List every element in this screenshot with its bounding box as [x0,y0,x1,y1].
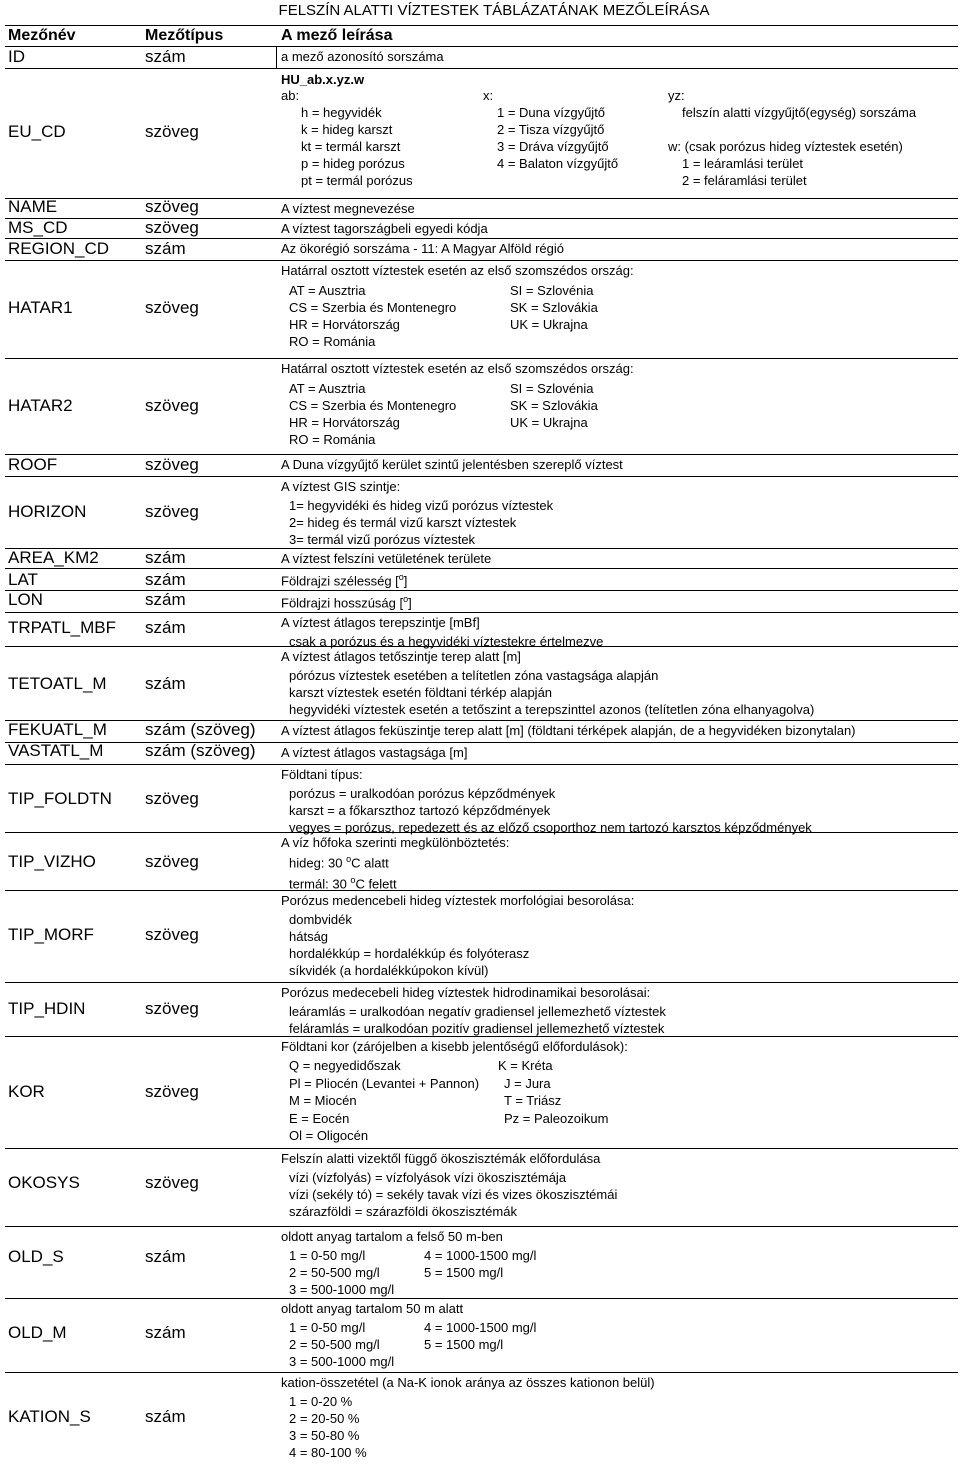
desc-item: feláramlás = uralkodóan pozitív gradiensel jellemezhető víztestek [289,1021,665,1036]
desc-item: 1= hegyvidéki és hideg vizű porózus víztestek [289,498,554,513]
field-desc: Porózus medecebeli hideg víztestek hidrodinamikai besorolásai: [281,985,651,1000]
desc-item: szárazföldi = szárazföldi ökoszisztémák [289,1204,517,1219]
field-name: KOR [8,1082,45,1101]
field-desc: Porózus medencebeli hideg víztestek morfológiai besorolása: [281,893,635,908]
field-type: szöveg [145,197,199,216]
page-title: FELSZÍN ALATTI VÍZTESTEK TÁBLÁZATÁNAK MEZŐLEÍRÁSA [278,2,710,19]
field-desc: A víztest tagországbeli egyedi kódja [281,221,488,236]
row-divider [5,1372,958,1373]
field-name: NAME [8,197,58,216]
range-item: 2 = 50-500 mg/l [289,1337,380,1352]
field-desc: a mező azonosító sorszáma [281,49,444,64]
country-item: SI = Szlovénia [510,283,594,298]
field-desc: Az ökorégió sorszáma - 11: A Magyar Alföld régió [281,241,565,256]
field-type: szám [145,1247,186,1266]
field-desc: A víztest átlagos tetőszintje terep alatt [m] [281,649,521,664]
field-desc: A víztest átlagos terepszintje [mBf] [281,615,480,630]
range-item: 5 = 1500 mg/l [424,1337,504,1352]
field-name: HORIZON [8,502,87,521]
desc-item: porózus = uralkodóan porózus képződmények [289,786,556,801]
age-item: Q = negyedidőszak [289,1058,401,1073]
eu-yz-desc: felszín alatti vízgyűjtő(egység) sorszáma [682,105,917,120]
eu-ab-item: p = hideg porózus [301,156,405,171]
field-type: szöveg [145,1173,199,1192]
temp-item: hideg: 30 $^o$C alatt [289,854,389,871]
range-item: 1 = 0-50 mg/l [289,1248,366,1263]
desc-item: hátság [289,929,329,944]
field-type: szöveg [145,925,199,944]
table-header [5,26,958,46]
country-item: AT = Ausztria [289,283,366,298]
row-divider [5,568,958,569]
row-divider [5,890,958,891]
field-desc: A víztest felszíni vetületének területe [281,551,492,566]
field-name: LAT [8,570,38,589]
age-item: T = Triász [504,1093,562,1108]
field-name: TIP_VIZHO [8,852,96,871]
field-name: OKOSYS [8,1173,80,1192]
column-divider [276,46,277,68]
field-type: szöveg [145,218,199,237]
eu-ab-head: ab: [281,88,300,103]
field-type: szöveg [145,1082,199,1101]
range-item: 4 = 1000-1500 mg/l [424,1320,537,1335]
eu-w-item: 1 = leáramlási terület [682,156,804,171]
age-item: E = Eocén [289,1110,350,1126]
field-name: ROOF [8,455,58,474]
field-desc: Határral osztott víztestek esetén az első szomszédos ország: [281,263,634,278]
desc-item: pórózus víztestek esetében a telítetlen zóna vastagsága alapján [289,668,659,683]
desc-item: vízi (vízfolyás) = vízfolyások vízi ökoszisztémája [289,1170,567,1185]
eu-x-item: 2 = Tisza vízgyűjtő [497,122,605,137]
field-name: HATAR2 [8,396,73,415]
table-top-border [5,25,958,26]
row-divider [5,68,958,69]
desc-item: 3= termál vizű porózus víztestek [289,532,476,547]
field-type: szám [145,590,186,609]
field-name: ID [8,47,25,66]
country-item: RO = Románia [289,432,376,447]
eu-ab-item: h = hegyvidék [301,105,382,120]
eu-w-item: 2 = feláramlási terület [682,173,807,188]
desc-item: 1 = 0-20 % [289,1394,353,1409]
row-divider [5,1298,958,1299]
range-item: 1 = 0-50 mg/l [289,1320,366,1335]
field-desc: Határral osztott víztestek esetén az első szomszédos ország: [281,361,634,376]
row-divider [5,764,958,765]
field-type: szöveg [145,852,199,871]
field-desc: Felszín alatti vizektől függő ökoszisztémák előfordulása [281,1151,601,1166]
header-field-desc: A mező leírása [281,27,393,44]
desc-item: dombvidék [289,912,352,927]
field-type: szám [145,1323,186,1342]
field-type: szöveg [145,298,199,317]
field-type: szöveg [145,999,199,1018]
field-name: MS_CD [8,218,68,237]
age-item: M = Miocén [289,1093,357,1108]
field-name: FEKUATL_M [8,720,107,739]
field-desc: Földrajzi szélesség [$^o$] [281,572,408,589]
eu-w-head: w: (csak porózus hideg víztestek esetén) [668,139,903,154]
country-item: SK = Szlovákia [510,398,598,413]
row-divider [5,1148,958,1149]
eu-ab-item: kt = termál karszt [301,139,401,154]
row-divider [5,1226,958,1227]
desc-item: hegyvidéki víztestek esetén a tetőszint a terepszinttel azonos (telítetlen zóna elhanyagolva) [289,702,815,717]
field-name: VASTATL_M [8,741,104,760]
desc-item: 4 = 80-100 % [289,1445,367,1460]
field-type: szám [145,674,186,693]
header-field-name: Mezőnév [8,27,76,44]
eu-yz-head: yz: [668,88,685,103]
field-name: OLD_S [8,1247,64,1266]
field-desc: oldott anyag tartalom a felső 50 m-ben [281,1229,503,1244]
range-item: 3 = 500-1000 mg/l [289,1354,395,1369]
range-item: 3 = 500-1000 mg/l [289,1282,395,1297]
row-divider [5,358,958,359]
field-type: szöveg [145,455,199,474]
temp-item: termál: 30 $^o$C felett [289,875,397,892]
country-item: CS = Szerbia és Montenegro [289,398,457,413]
field-name: TRPATL_MBF [8,618,116,637]
eu-x-item: 1 = Duna vízgyűjtő [497,105,606,120]
field-desc: A víztest átlagos feküszintje terep alatt [m] (földtani térképek alapján, de a hegyvidéken bizonytalan) [281,723,856,738]
age-item: Pl = Pliocén (Levantei + Pannon) [289,1075,480,1091]
field-type: szám (szöveg) [145,741,256,760]
field-name: TIP_FOLDTN [8,789,112,808]
desc-item: csak a porózus és a hegyvidéki víztestekre értelmezve [289,634,604,649]
row-divider [5,476,958,477]
field-name: LON [8,590,43,609]
age-item: J = Jura [504,1075,551,1091]
country-item: CS = Szerbia és Montenegro [289,300,457,315]
eu-ab-item: pt = termál porózus [301,173,413,188]
field-desc: Földtani típus: [281,767,363,782]
field-name: KATION_S [8,1407,91,1426]
desc-item: leáramlás = uralkodóan negatív gradiensel jellemezhető víztestek [289,1004,666,1019]
row-divider [5,260,958,261]
field-name: HATAR1 [8,298,73,317]
field-type: szöveg [145,396,199,415]
desc-item: síkvidék (a hordalékkúpokon kívül) [289,963,489,978]
field-desc: A Duna vízgyűjtő kerület szintű jelentésben szereplő víztest [281,457,623,472]
country-item: UK = Ukrajna [510,317,588,332]
range-item: 4 = 1000-1500 mg/l [424,1248,537,1263]
country-item: SK = Szlovákia [510,300,598,315]
field-type: szám [145,548,186,567]
row-divider [5,612,958,613]
field-desc: A víztest átlagos vastagsága [m] [281,745,468,760]
field-type: szám [145,618,186,637]
field-desc: Földrajzi hosszúság [$^o$] [281,594,412,611]
eu-ab-item: k = hideg karszt [301,122,393,137]
desc-item: 3 = 50-80 % [289,1428,360,1443]
field-name: TETOATL_M [8,674,107,693]
field-desc: oldott anyag tartalom 50 m alatt [281,1301,464,1316]
age-item: K = Kréta [498,1058,553,1073]
field-name: REGION_CD [8,239,110,258]
field-desc: A víztest megnevezése [281,201,415,216]
desc-item: hordalékkúp = hordalékkúp és folyóterasz [289,946,530,961]
field-type: szöveg [145,122,199,141]
field-type: szám (szöveg) [145,720,256,739]
row-divider [5,1036,958,1037]
field-desc: A víztest GIS szintje: [281,479,401,494]
country-item: SI = Szlovénia [510,381,594,396]
field-type: szöveg [145,502,199,521]
field-name: TIP_HDIN [8,999,86,1018]
country-item: RO = Románia [289,334,376,349]
field-type: szám [145,570,186,589]
field-name: AREA_KM2 [8,548,99,567]
field-name: EU_CD [8,122,66,141]
country-item: HR = Horvátország [289,415,400,430]
country-item: HR = Horvátország [289,317,400,332]
eu-x-item: 3 = Dráva vízgyűjtő [497,139,609,154]
eu-code: HU_ab.x.yz.w [281,72,365,87]
range-item: 2 = 50-500 mg/l [289,1265,380,1280]
desc-item: karszt = a főkarszthoz tartozó képződmények [289,803,551,818]
age-item: Pz = Paleozoikum [504,1110,609,1126]
desc-item: 2 = 20-50 % [289,1411,360,1426]
field-type: szám [145,47,186,66]
field-name: OLD_M [8,1323,67,1342]
field-desc: A víz hőfoka szerinti megkülönböztetés: [281,835,510,850]
field-type: szám [145,239,186,258]
row-divider [5,982,958,983]
country-item: AT = Ausztria [289,381,366,396]
field-name: TIP_MORF [8,925,94,944]
age-item: Ol = Oligocén [289,1128,369,1143]
header-field-type: Mezőtípus [145,27,224,44]
desc-item: 2= hideg és termál vizű karszt víztestek [289,515,517,530]
eu-x-item: 4 = Balaton vízgyűjtő [497,156,619,171]
field-desc: Földtani kor (zárójelben a kisebb jelentőségű előfordulások): [281,1039,628,1054]
eu-x-head: x: [483,88,494,103]
range-item: 5 = 1500 mg/l [424,1265,504,1280]
field-type: szöveg [145,789,199,808]
desc-item: vízi (sekély tó) = sekély tavak vízi és vizes ökoszisztémái [289,1187,618,1202]
field-type: szám [145,1407,186,1426]
field-desc: kation-összetétel (a Na-K ionok aránya az összes kationon belül) [281,1375,655,1390]
desc-item: karszt víztestek esetén földtani térkép alapján [289,685,553,700]
desc-item: vegyes = porózus, repedezett és az előző csoporthoz nem tartozó karsztos képződmények [289,820,812,835]
country-item: UK = Ukrajna [510,415,588,430]
